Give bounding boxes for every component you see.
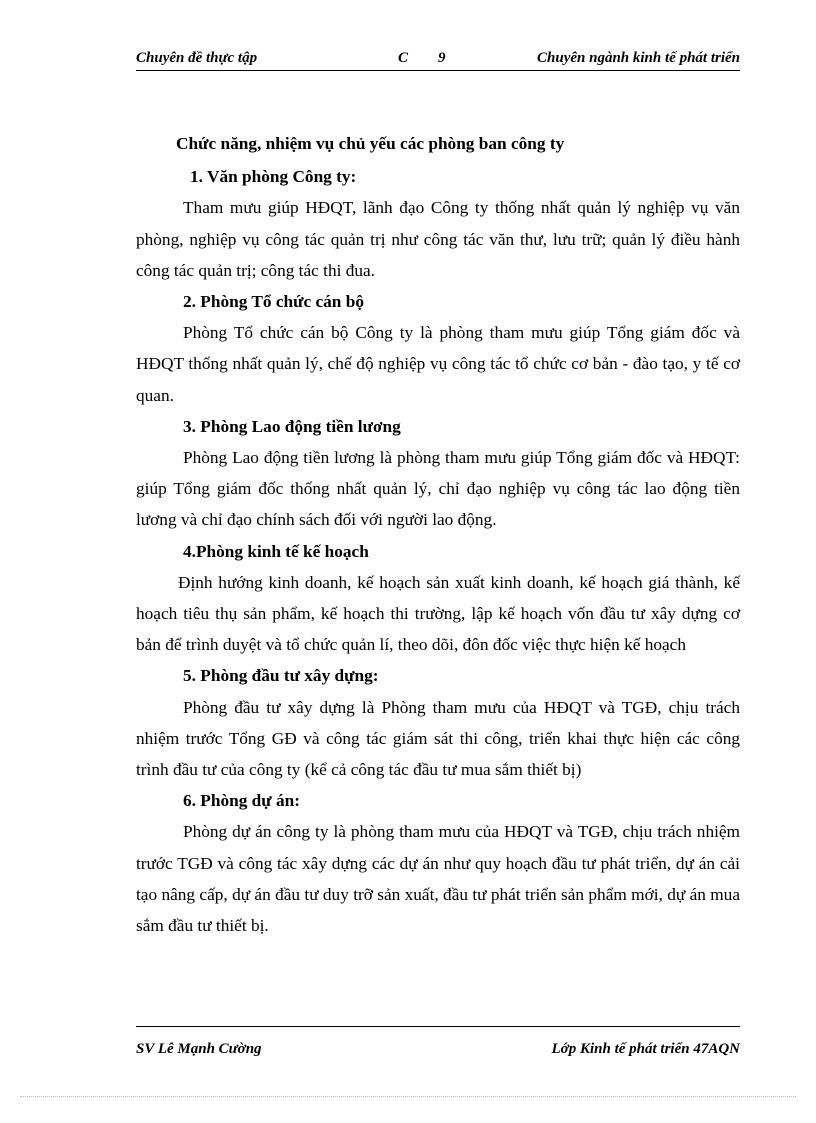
section-heading-3: 3. Phòng Lao động tiền lương — [183, 416, 401, 436]
section-heading-2: 2. Phòng Tổ chức cán bộ — [183, 292, 364, 312]
header-mid-letter: C — [398, 50, 409, 66]
section-body-5: Phòng đầu tư xây dựng là Phòng tham mưu của HĐQT và TGĐ, chịu trách nhiệm trước Tổng GĐ và công tác giám sát thi công, triển khai thực hiện các công trình đầu tư của công ty (kể cả công tác đầu tư mua sắm thiết bị) — [136, 697, 740, 780]
page-edge-divider — [20, 1096, 796, 1097]
section-heading-6: 6. Phòng dự án: — [183, 791, 300, 811]
header-left-text: Chuyên đề thực tập — [136, 50, 258, 66]
header-page-number: 9 — [438, 50, 446, 66]
section-body-6: Phòng dự án công ty là phòng tham mưu của HĐQT và TGĐ, chịu trách nhiệm trước TGĐ và công tác xây dựng các dự án như quy hoạch đầu tư phát triển, dự án cải tạo nâng cấp, dự án đầu tư duy trỡ sản xuất, đầu tư phát triển sản phẩm mới, dự án mua sắm đầu tư thiết bị. — [136, 822, 740, 936]
section-body-2: Phòng Tổ chức cán bộ Công ty là phòng tham mưu giúp Tổng giám đốc và HĐQT thống nhất quản lý, chế độ nghiệp vụ công tác tổ chức cơ bản - đào tạo, y tế cơ quan. — [136, 323, 740, 405]
document-title: Chức năng, nhiệm vụ chủ yếu các phòng ban công ty — [176, 134, 565, 153]
page-header — [136, 48, 740, 71]
section-heading-4: 4.Phòng kinh tế kế hoạch — [183, 541, 369, 561]
section-body-4: Định hướng kinh doanh, kế hoạch sản xuất kinh doanh, kế hoạch giá thành, kế hoạch tiêu thụ sản phẩm, kế hoạch thi trường, lập kế hoạch vốn đầu tư xây dựng cơ bản để trình duyệt và tổ chức quản lí, theo dõi, đôn đốc việc thực hiện kế hoạch — [136, 572, 740, 655]
document-body — [136, 128, 740, 941]
page-footer — [136, 1026, 740, 1057]
section-body-3: Phòng Lao động tiền lương là phòng tham mưu giúp Tổng giám đốc và HĐQT: giúp Tổng giám đốc thống nhất quản lý, chỉ đạo nghiệp vụ công tác lao động tiền lương và chỉ đạo chính sách đối với người lao động. — [136, 448, 740, 530]
section-heading-5: 5. Phòng đầu tư xây dựng: — [183, 666, 379, 686]
header-right-text: Chuyên ngành kinh tế phát triển — [537, 50, 740, 66]
section-heading-1: 1. Văn phòng Công ty: — [190, 167, 357, 187]
footer-class-name: Lớp Kinh tế phát triển 47AQN — [551, 1041, 740, 1057]
footer-student-name: SV Lê Mạnh Cường — [136, 1041, 262, 1057]
section-body-1: Tham mưu giúp HĐQT, lãnh đạo Công ty thống nhất quản lý nghiệp vụ văn phòng, nghiệp vụ công tác quản trị như công tác văn thư, lưu trữ; quản lý điều hành công tác quản trị; công tác thi đua. — [136, 198, 740, 280]
